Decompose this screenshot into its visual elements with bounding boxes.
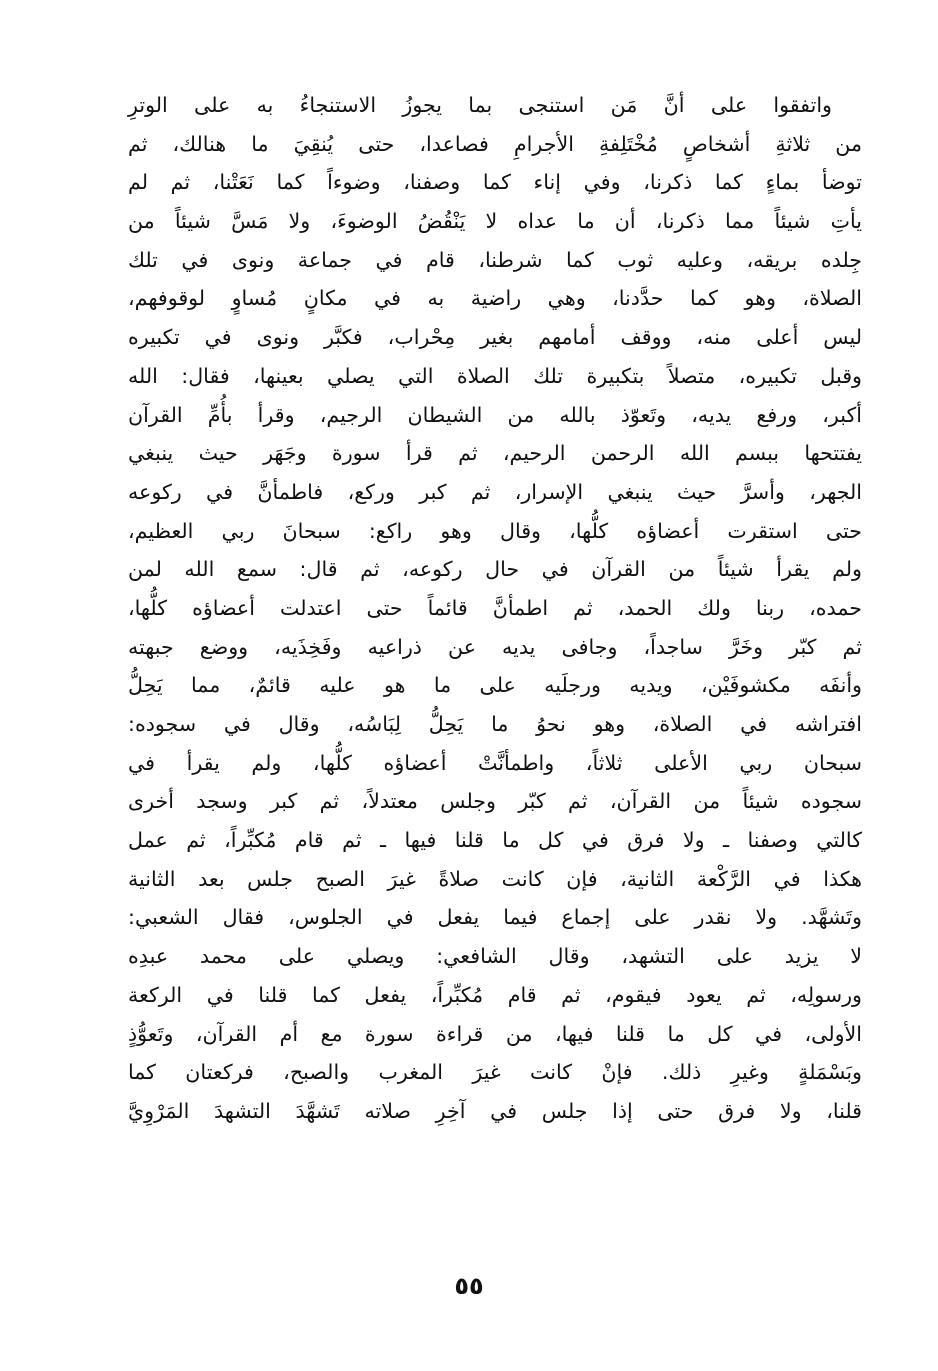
text-line: سبحان ربي الأعلى ثلاثاً، واطمأنَّتْ أعضاؤه كلُّها، ولم يقرأ في: [128, 750, 862, 775]
text-line: حتى استقرت أعضاؤه كلُّها، وقال وهو راكع: سبحانَ ربي العظيم،: [128, 518, 862, 543]
page-number: ٥٥: [454, 1272, 484, 1300]
text-line: ليس أعلى منه، ووقف أمامهم بغير مِحْراب، فكبَّر ونوى في تكبيره: [128, 325, 862, 350]
text-line: من ثلاثةِ أشخاصٍ مُخْتَلِفةِ الأجرامِ فصاعدا، حتى يُنقِيَ ما هنالك، ثم: [128, 131, 862, 156]
text-line: سجوده شيئاً من القرآن، ثم كبّر وجلس معتدلاً، ثم كبر وسجد أخرى: [128, 789, 862, 814]
text-line: ورسولِه، ثم يعود فيقوم، ثم قام مُكبِّراً، يفعل كما قلنا في الركعة: [128, 982, 862, 1007]
text-line: لا يزيد على التشهد، وقال الشافعي: ويصلي على محمد عبدِه: [128, 944, 862, 969]
text-line: توضأ بماءٍ كما ذكرنا، وفي إناء كما وصفنا، وضوءاً كما نَعَتْنا، ثم لم: [128, 170, 862, 195]
text-line: يأتِ شيئاً مما ذكرنا، أن ما عداه لا يَنْقُضُ الوضوءَ، ولا مَسَّ شيئاً من: [128, 209, 862, 234]
text-line: أكبر، ورفع يديه، وتَعوّذ بالله من الشيطان الرجيم، وقرأ بأُمِّ القرآن: [128, 402, 862, 427]
text-line: ولم يقرأ شيئاً من القرآن في حال ركوعه، ثم قال: سمع الله لمن: [128, 557, 862, 582]
text-line: واتفقوا على أنَّ مَن استنجى بما يجوزُ الاستنجاءُ به على الوترِ: [128, 93, 832, 117]
text-line: الصلاة، وهو كما حدَّدنا، وهي راضية به في مكانٍ مُساوٍ لوقوفهم،: [128, 286, 862, 311]
text-line: الأولى، في كل ما قلنا فيها، من قراءة سورة مع أم القرآن، وتَعوُّذٍ: [128, 1021, 862, 1046]
text-line: حمده، ربنا ولك الحمد، ثم اطمأنَّ قائماً حتى اعتدلت أعضاؤه كلُّها،: [128, 595, 862, 620]
text-line: كالتي وصفنا ـ ولا فرق في كل ما قلنا فيها ـ ثم قام مُكبِّراً، ثم عمل: [128, 828, 862, 853]
text-line: وأنفَه مكشوفَيْن، ويديه ورجلَيه على ما هو عليه قائمٌ، مما يَحِلُّ: [128, 673, 862, 698]
text-line: الجهر، وأسرَّ حيث ينبغي الإسرار، ثم كبر وركع، فاطمأنَّ في ركوعه: [128, 479, 862, 504]
text-line: يفتتحها ببسم الله الرحمن الرحيم، ثم قرأ سورة وجَهَر حيث ينبغي: [128, 441, 862, 466]
text-line: جِلده بريقه، وعليه ثوب كما شرطنا، قام في جماعة ونوى في تلك: [128, 247, 862, 272]
text-line: وبَسْمَلةٍ وغيرِ ذلك. فإنْ كانت غيرَ المغرب والصبح، فركعتان كما: [128, 1060, 862, 1085]
text-line: قلنا، ولا فرق حتى إذا جلس في آخِرِ صلاته تَشهَّدَ التشهدَ المَرْوِيَّ: [128, 1098, 862, 1123]
text-line: هكذا في الرَّكْعة الثانية، فإن كانت صلاةً غيرَ الصبح جلس بعد الثانية: [128, 866, 862, 891]
body-text: [128, 86, 862, 1131]
text-line: افتراشه في الصلاة، وهو نحوُ ما يَحِلُّ لِبَاسُه، وقال في سجوده:: [128, 712, 862, 736]
text-line: ثم كبّر وخَرَّ ساجداً، وجافى يديه عن ذراعيه وفَخِذَيه، ووضع جبهته: [128, 634, 862, 659]
text-line: وتَشهَّد. ولا نقدر على إجماع فيما يفعل في الجلوس، فقال الشعبي:: [128, 905, 862, 930]
text-line: وقبل تكبيره، متصلاً بتكبيرة تلك الصلاة التي يصلي بعينها، فقال: الله: [128, 363, 862, 388]
